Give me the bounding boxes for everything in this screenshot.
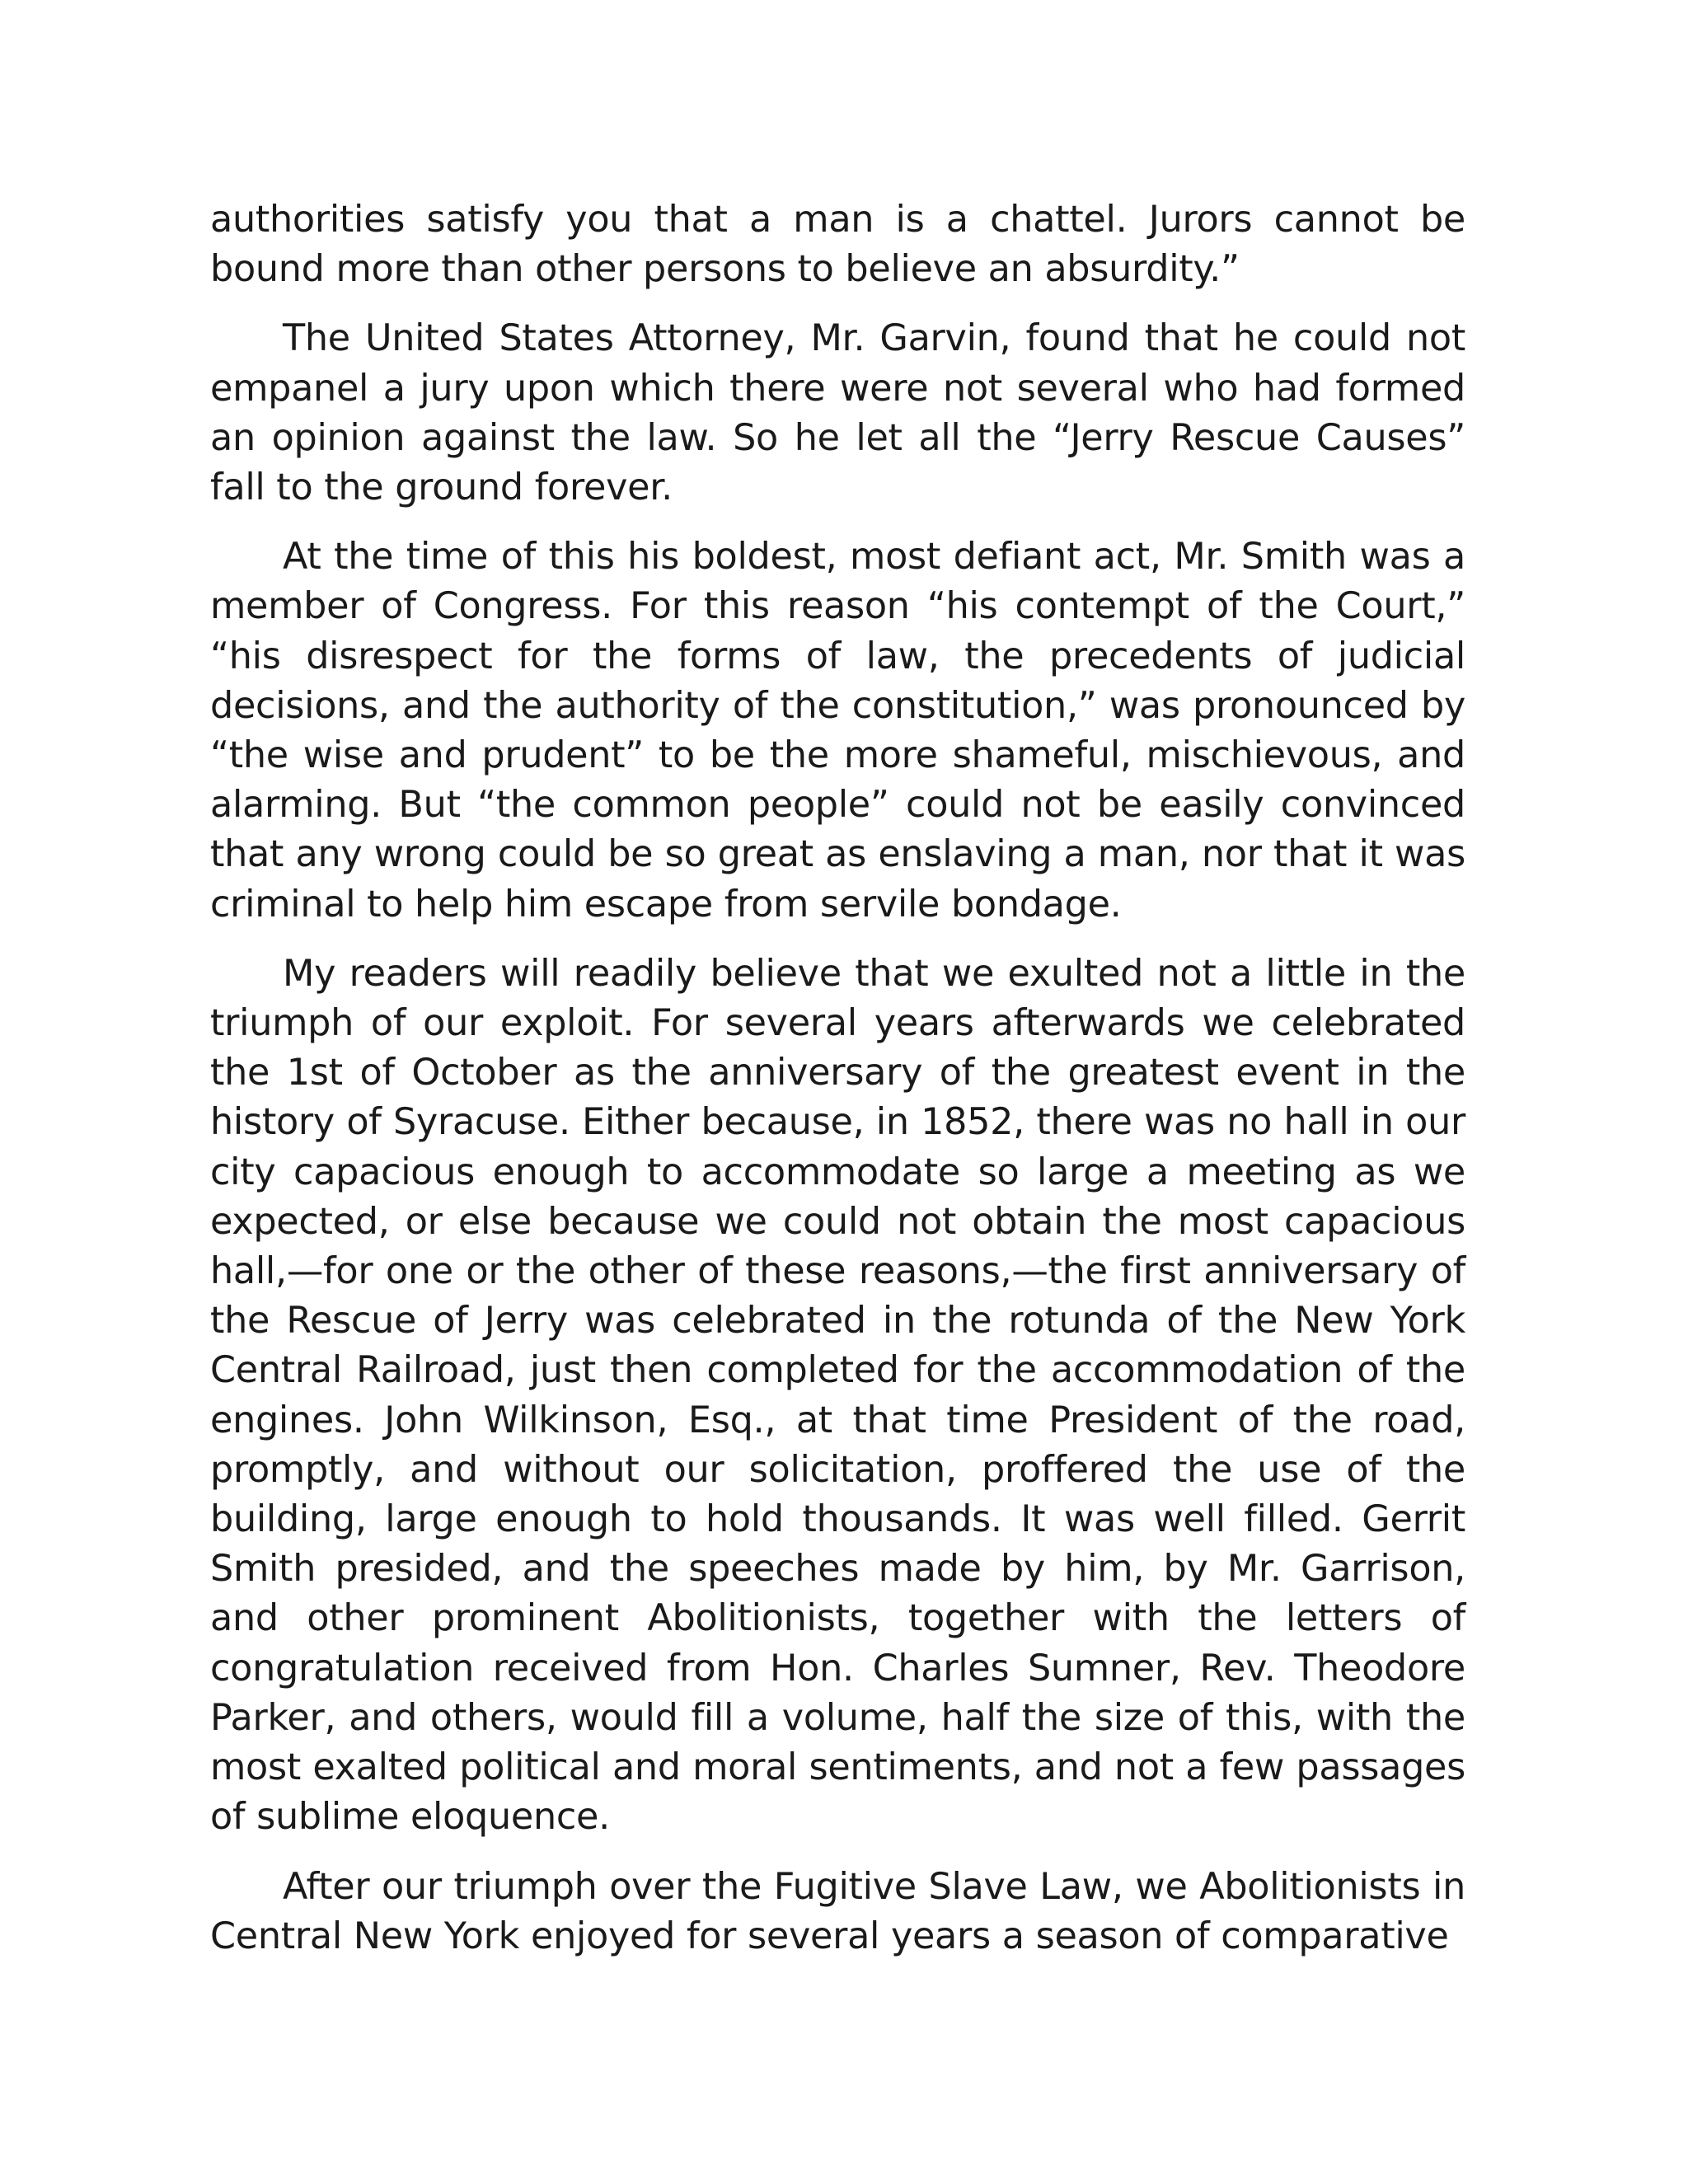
paragraph-1: authorities satisfy you that a man is a chattel. Jurors cannot be bound more than other persons to believe an absurdity.” (210, 199, 1465, 291)
paragraph-5: After our triumph over the Fugitive Slave Law, we Abolitionists in Central New York enjoyed for several years a season of comparative (210, 1865, 1465, 1957)
paragraph-3: At the time of this his boldest, most defiant act, Mr. Smith was a member of Congress. For this reason “his contempt of the Court,” “his disrespect for the forms of law, the precedents of judicial decisions, and the authority of the constitution,” was pronounced by “the wise and prudent” to be the more shameful, mischievous, and alarming. But “the common people” could not be easily convinced that any wrong could be so great as enslaving a man, nor that it was criminal to help him escape from servile bondage. (210, 536, 1465, 926)
paragraph-4: My readers will readily believe that we exulted not a little in the triumph of our exploit. For several years afterwards we celebrated the 1st of October as the anniversary of the greatest event in the history of Syracuse. Either because, in 1852, there was no hall in our city capacious enough to accommodate so large a meeting as we expected, or else because we could not obtain the most capacious hall,—for one or the other of these reasons,—the first anniversary of the Rescue of Jerry was celebrated in the rotunda of the New York Central Railroad, just then completed for the accommodation of the engines. John Wilkinson, Esq., at that time President of the road, promptly, and without our solicitation, proffered the use of the building, large enough to hold thousands. It was well filled. Gerrit Smith presided, and the speeches made by him, by Mr. Garrison, and other prominent Abolitionists, together with the letters of congratulation received from Hon. Charles Sumner, Rev. Theodore Parker, and others, would fill a volume, half the size of this, with the most exalted political and moral sentiments, and not a few passages of sublime eloquence. (210, 952, 1465, 1839)
paragraph-2: The United States Attorney, Mr. Garvin, found that he could not empanel a jury upon which there were not several who had formed an opinion against the law. So he let all the “Jerry Rescue Causes” fall to the ground forever. (210, 317, 1465, 509)
page-body (210, 195, 1465, 1981)
